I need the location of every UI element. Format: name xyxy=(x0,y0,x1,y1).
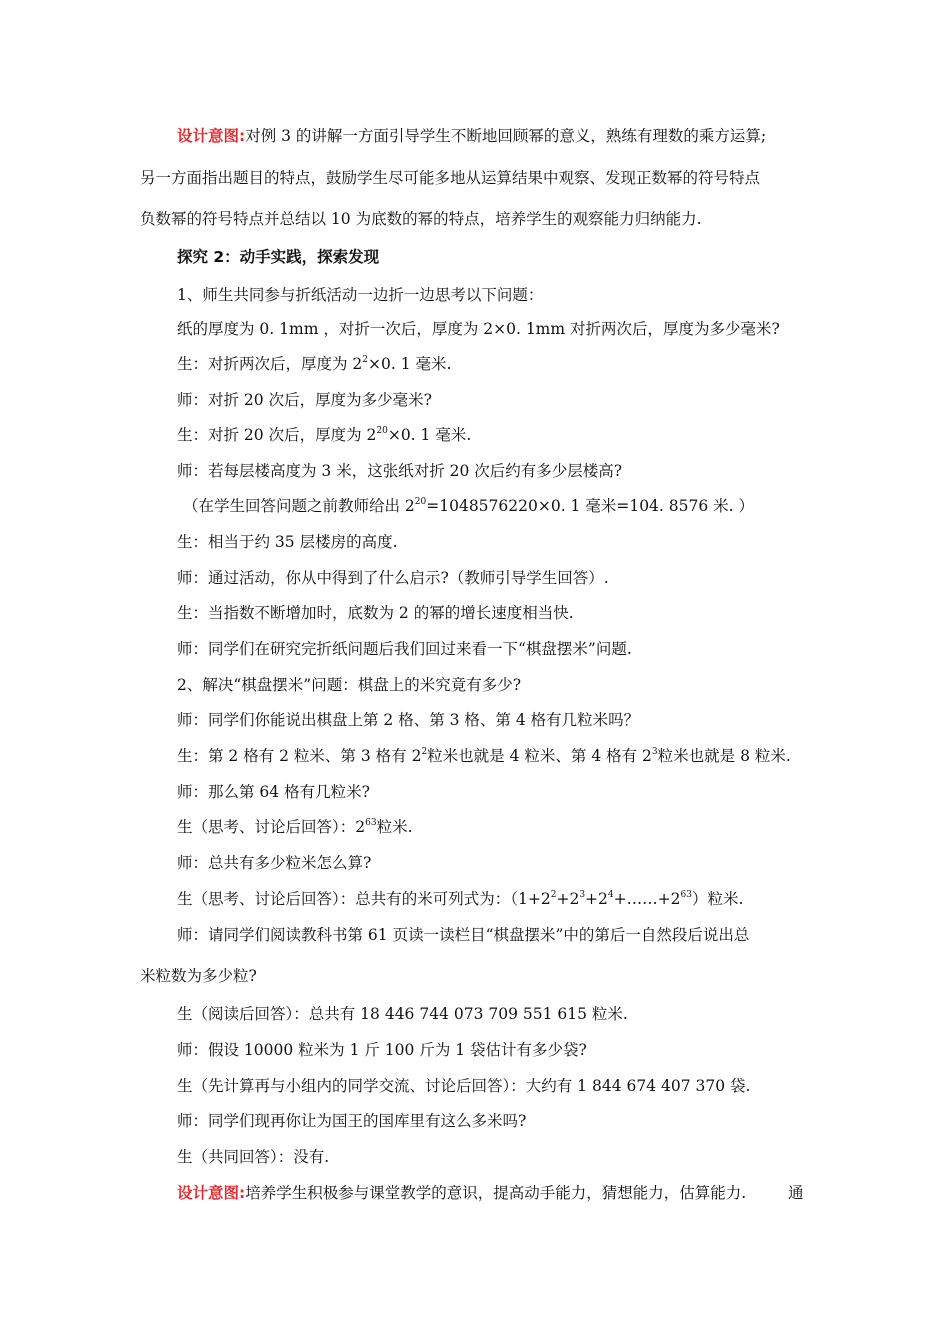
text-line: 师：同学们现再你让为国王的国库里有这么多米吗? xyxy=(177,1112,527,1130)
text-line: 1、师生共同参与折纸活动一边折一边思考以下问题： xyxy=(177,286,544,304)
text-line: 另一方面指出题目的特点，鼓励学生尽可能多地从运算结果中观察、发现正数幂的符号特点 xyxy=(140,169,761,187)
text-line: 生（思考、讨论后回答）：总共有的米可列式为：$(1+2^2+2^3+2^4+\dots\dots+2^{63})$粒米. xyxy=(177,889,744,908)
text-line: 生：对折 20 次后，厚度为 $2^{20}\times 0$. 1 毫米. xyxy=(177,425,472,444)
text-line: 师：假设 10000 粒米为 1 斤 100 斤为 1 袋估计有多少袋? xyxy=(177,1041,587,1059)
text-line: 培养学生积极参与课堂教学的意识，提高动手能力，猜想能力，估算能力. xyxy=(245,1184,747,1202)
design-intent-label: 设计意图: xyxy=(177,1184,246,1202)
text-line: 生（阅读后回答）：总共有 18 446 744 073 709 551 615 粒米. xyxy=(177,1005,628,1023)
text-line: 对例 3 的讲解一方面引导学生不断地回顾幂的意义，熟练有理数的乘方运算; xyxy=(245,127,767,145)
section-heading: 探究 2：动手实践，探索发现 xyxy=(177,248,380,266)
text-line: 师：同学们在研究完折纸问题后我们回过来看一下“棋盘摆米”问题. xyxy=(177,640,632,658)
text-line: 师：通过活动，你从中得到了什么启示?（教师引导学生回答）. xyxy=(177,569,609,587)
text-line: 师：请同学们阅读教科书第 61 页读一读栏目“棋盘摆米”中的第后一自然段后说出总 xyxy=(177,926,750,944)
text-line: 米粒数为多少粒? xyxy=(140,967,257,985)
text-line: 生：相当于约 35 层楼房的高度. xyxy=(177,533,398,551)
text-line: 生：当指数不断增加时，底数为 2 的幂的增长速度相当快. xyxy=(177,604,574,622)
text-line: 2、解决“棋盘摆米”问题：棋盘上的米究竟有多少? xyxy=(177,676,522,694)
text-line: 生：第 2 格有 2 粒米、第 3 格有 $2^2$粒米也就是 4 粒米、第 4 格有 $2^3$粒米也就是 8 粒米. xyxy=(177,746,791,765)
text-line: 生（共同回答）：没有. xyxy=(177,1148,330,1166)
text-line: （在学生回答问题之前教师给出 $2^{20}=1048576220\times 0$. 1 毫米=104. 8576 米. ） xyxy=(183,496,754,515)
text-line: 纸的厚度为 0. 1mm ，对折一次后，厚度为 2×0. 1mm 对折两次后，厚度为多少毫米? xyxy=(177,320,780,338)
text-line-tail: 通 xyxy=(788,1184,804,1202)
text-line: 师：若每层楼高度为 3 米，这张纸对折 20 次后约有多少层楼高? xyxy=(177,462,623,480)
design-intent-label: 设计意图: xyxy=(177,127,246,145)
text-line: 负数幂的符号特点并总结以 10 为底数的幂的特点，培养学生的观察能力归纳能力. xyxy=(140,210,702,228)
text-line: 师：总共有多少粒米怎么算? xyxy=(177,854,372,872)
design-intent-paragraph-2 xyxy=(177,1182,827,1204)
text-line: 师：那么第 64 格有几粒米? xyxy=(177,783,370,801)
text-line: 生（思考、讨论后回答）：$2^{63}$粒米. xyxy=(177,817,413,836)
text-line: 生：对折两次后，厚度为 $2^2\times 0$. 1 毫米. xyxy=(177,354,452,373)
text-line: 师：同学们你能说出棋盘上第 2 格、第 3 格、第 4 格有几粒米吗？ xyxy=(177,711,640,729)
design-intent-paragraph-1 xyxy=(177,125,827,147)
text-line: 生（先计算再与小组内的同学交流、讨论后回答）：大约有 1 844 674 407 370 袋. xyxy=(177,1077,751,1095)
text-line: 师：对折 20 次后，厚度为多少毫米? xyxy=(177,391,432,409)
